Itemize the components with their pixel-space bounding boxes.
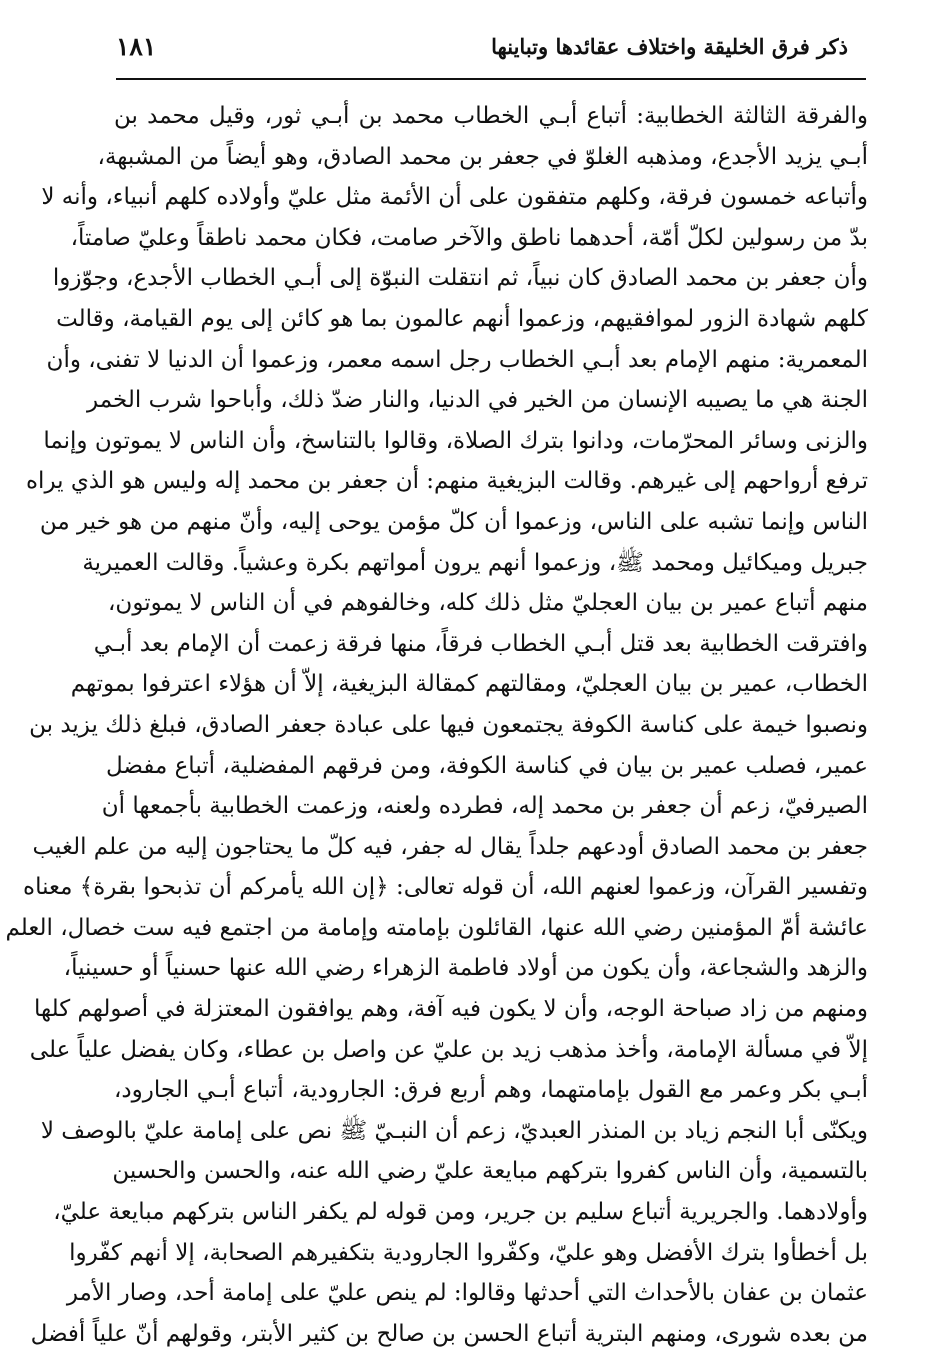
text-line: عمير، فصلب عمير بن بيان في كناسة الكوفة، ومن فرقهم المفضلية، أتباع مفضل <box>105 752 868 779</box>
text-line: وأولادهما. والجريرية أتباع سليم بن جرير، ومن قوله لم يكفر الناس بتركهم مبايعة عليّ، <box>53 1199 868 1226</box>
text-line: أبـي بكر وعمر مع القول بإمامتهما، وهم أربع فرق: الجارودية، أتباع أبـي الجارود، <box>114 1077 868 1104</box>
text-line: منهم أتباع عمير بن بيان العجليّ مثل ذلك كله، وخالفوهم في أن الناس لا يموتون، <box>108 590 868 617</box>
text-line: والزنى وسائر المحرّمات، ودانوا بترك الصلاة، وقالوا بالتناسخ، وأن الناس لا يموتون وإنما <box>43 427 868 454</box>
text-line: بالتسمية، وأن الناس كفروا بتركهم مبايعة عليّ رضي الله عنه، والحسن والحسين <box>112 1158 868 1185</box>
text-line: المعمرية: منهم الإمام بعد أبـي الخطاب رجل اسمه معمر، وزعموا أن الدنيا لا تفنى، وأن <box>46 346 868 373</box>
text-line: جبريل وميكائيل ومحمد ﷺ، وزعموا أنهم يرون أمواتهم بكرة وعشياً. وقالت العميرية <box>82 549 868 576</box>
text-line: وتفسير القرآن، وزعموا لعنهم الله، أن قوله تعالى: ﴿إن الله يأمركم أن تذبحوا بقرة﴾ معناه <box>23 874 868 901</box>
text-line: كلهم شهادة الزور لموافقيهم، وزعموا أنهم عالمون بما هو كائن إلى يوم القيامة، وقالت <box>56 305 868 332</box>
text-line: بدّ من رسولين لكلّ أمّة، أحدهما ناطق والآخر صامت، فكان محمد ناطقاً وعليّ صامتاً، <box>70 224 868 251</box>
text-line: الجنة هي ما يصيبه الإنسان من الخير في الدنيا، والنار ضدّ ذلك، وأباحوا شرب الخمر <box>87 387 868 414</box>
text-line: أبـي يزيد الأجدع، ومذهبه الغلوّ في جعفر بن محمد الصادق، وهو أيضاً من المشبهة، <box>97 143 868 170</box>
text-line: وأن جعفر بن محمد الصادق كان نبياً، ثم انتقلت النبوّة إلى أبـي الخطاب الأجدع، وجوّزوا <box>52 265 868 292</box>
page-number: ١٨١ <box>116 32 157 61</box>
text-line: جعفر بن محمد الصادق أودعهم جلداً يقال له جفر، فيه كلّ ما يحتاجون إليه من علم الغيب <box>32 833 868 860</box>
text-line: وأتباعه خمسون فرقة، وكلهم متفقون على أن الأئمة مثل عليّ وأولاده كلهم أنبياء، وأنه لا <box>41 184 868 211</box>
text-line: عثمان بن عفان بالأحداث التي أحدثها وقالوا: لم ينص عليّ على إمامة أحد، وصار الأمر <box>66 1280 868 1307</box>
header-rule <box>116 78 866 80</box>
text-line: الصيرفيّ، زعم أن جعفر بن محمد إله، فطرده ولعنه، وزعمت الخطابية بأجمعها أن <box>101 793 868 820</box>
text-line: من بعده شورى، ومنهم البترية أتباع الحسن بن صالح بن كثير الأبتر، وقولهم أنّ علياً أفضل <box>30 1320 868 1347</box>
text-line: بل أخطأوا بترك الأفضل وهو عليّ، وكفّروا الجارودية بتكفيرهم الصحابة، إلا أنهم كفّروا <box>69 1239 868 1266</box>
text-line: إلاّ في مسألة الإمامة، وأخذ مذهب زيد بن عليّ عن واصل بن عطاء، وكان يفضل علياً على <box>29 1036 868 1063</box>
text-line: ترفع أرواحهم إلى غيرهم. وقالت البزيغية منهم: أن جعفر بن محمد إله وليس هو الذي يراه <box>26 468 868 495</box>
text-line: والزهد والشجاعة، وأن يكون من أولاد فاطمة الزهراء رضي الله عنها حسنياً أو حسينياً، <box>63 955 868 982</box>
text-line: الخطاب، عمير بن بيان العجليّ، ومقالتهم كمقالة البزيغية، إلاّ أن هؤلاء اعترفوا بموتهم <box>70 671 868 698</box>
text-line: ويكنّى أبا النجم زياد بن المنذر العبديّ، زعم أن النبـيّ ﷺ نص على إمامة عليّ بالوصف لا <box>40 1117 868 1144</box>
text-line: الناس وإنما تشبه على الناس، وزعموا أن كلّ مؤمن يوحى إليه، وأنّ منهم من هو خير من <box>39 508 868 535</box>
page-header <box>116 28 848 72</box>
text-line: ونصبوا خيمة على كناسة الكوفة يجتمعون فيها على عبادة جعفر الصادق، فبلغ ذلك يزيد بن <box>29 711 868 738</box>
text-line: والفرقة الثالثة الخطابية: أتباع أبـي الخطاب محمد بن أبـي ثور، وقيل محمد بن <box>114 103 868 129</box>
text-line: عائشة أمّ المؤمنين رضي الله عنها، القائلون بإمامته وإمامة من اجتمع فيه ست خصال، العلم <box>5 914 868 941</box>
running-title: ذكر فرق الخليقة واختلاف عقائدها وتباينها <box>491 34 848 59</box>
text-line: ومنهم من زاد صباحة الوجه، وأن لا يكون فيه آفة، وهم يوافقون المعتزلة في أصولهم كلها <box>33 996 868 1023</box>
text-line: وافترقت الخطابية بعد قتل أبـي الخطاب فرقاً، منها فرقة زعمت أن الإمام بعد أبـي <box>93 630 868 657</box>
body-text <box>5 96 868 1354</box>
